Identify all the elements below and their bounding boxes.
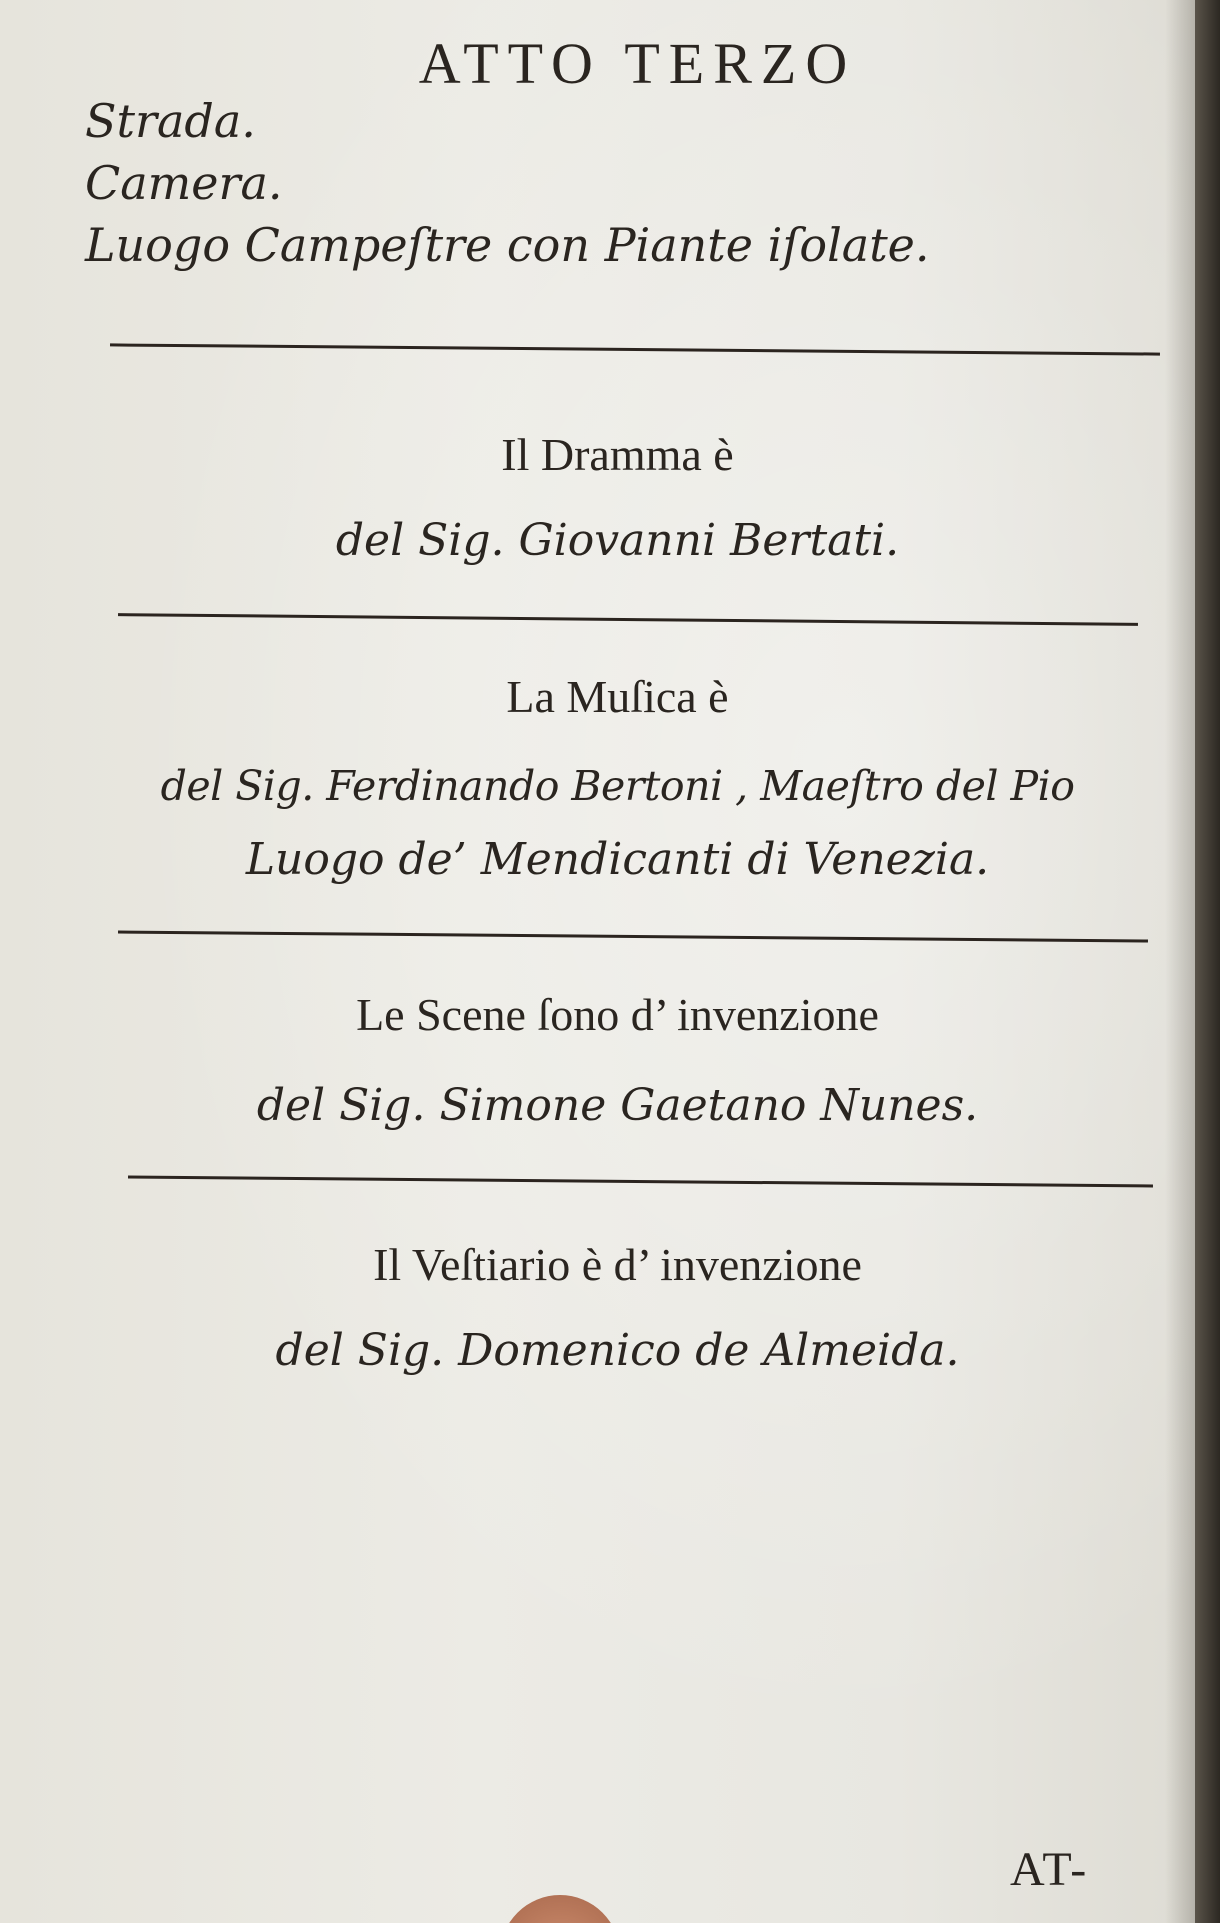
credit-label: Il Veſtiario è d’ invenzione <box>373 1239 862 1290</box>
scene-list <box>85 90 1195 276</box>
book-edge <box>1195 0 1220 1923</box>
credit-name: del Sig. Simone Gaetano Nunes. <box>256 1080 979 1131</box>
credit-name-continued: Luogo de’ Mendicanti di Venezia. <box>245 834 990 885</box>
credit-name: del Sig. Domenico de Almeida. <box>275 1325 960 1376</box>
finger <box>500 1895 620 1923</box>
catchword: AT- <box>1010 1843 1090 1896</box>
scene-item: Luogo Campeſtre con Piante iſolate. <box>85 218 930 272</box>
credit-name: del Sig. Ferdinando Bertoni , Maeſtro del Pio <box>160 762 1075 810</box>
page-heading: ATTO TERZO <box>418 31 857 96</box>
credit-label: La Muſica è <box>506 671 729 722</box>
credit-label: Le Scene ſono d’ invenzione <box>356 989 879 1040</box>
page-shadow <box>1165 0 1195 1923</box>
credit-name: del Sig. Giovanni Bertati. <box>335 515 900 566</box>
scene-item: Strada. <box>85 94 256 148</box>
scene-item: Camera. <box>85 156 283 210</box>
credit-label: Il Dramma è <box>501 429 734 480</box>
